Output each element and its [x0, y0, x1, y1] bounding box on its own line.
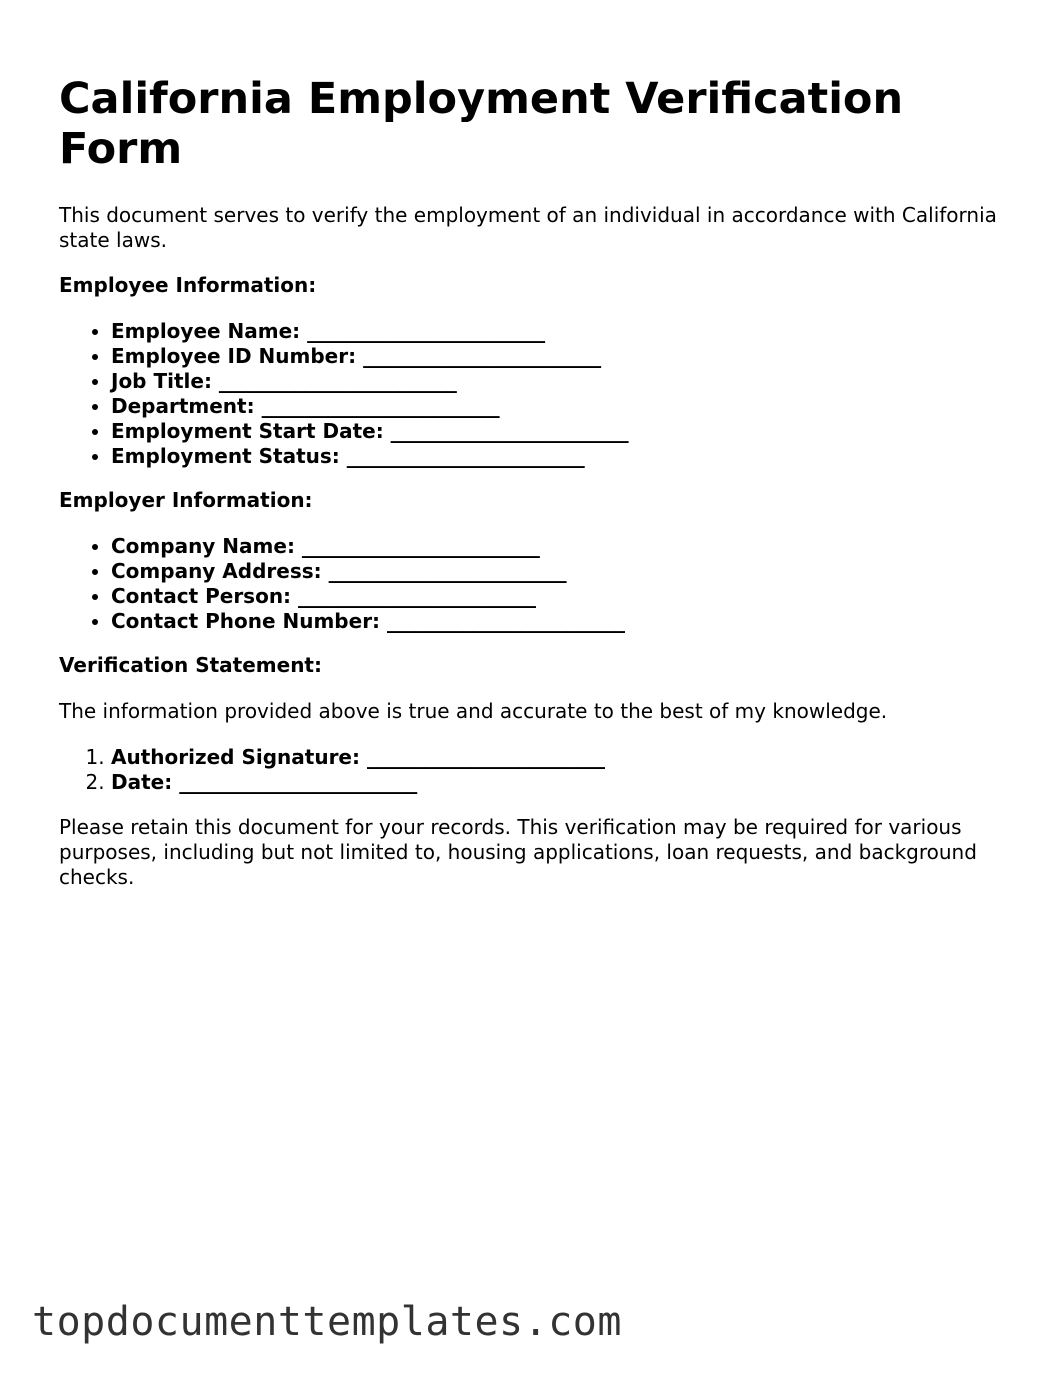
company-name-field[interactable]: • Company Name: _________________________ [111, 534, 1019, 559]
job-title-blank[interactable]: _________________________ [218, 369, 457, 393]
page-title: California Employment Verification Form [59, 74, 904, 174]
intro-paragraph: This document serves to verify the employment of an individual in accordance with California state laws. [59, 203, 997, 252]
authorized-signature-field[interactable]: 1. Authorized Signature: _________________________ [111, 745, 1019, 770]
site-watermark: topdocumenttemplates.com [32, 1299, 622, 1345]
employment-start-date-blank[interactable]: _________________________ [390, 419, 629, 443]
employer-field-list [59, 534, 1019, 634]
signature-field-list [59, 745, 1019, 795]
department-blank[interactable]: _________________________ [261, 394, 500, 418]
employer-section-heading: Employer Information: [59, 488, 313, 512]
employee-name-field[interactable]: • Employee Name: _________________________ [111, 319, 1019, 344]
verification-statement: The information provided above is true and accurate to the best of my knowledge. [59, 699, 888, 723]
job-title-field[interactable]: • Job Title: _________________________ [111, 369, 1019, 394]
closing-paragraph: Please retain this document for your records. This verification may be required for various purposes, including but not limited to, housing applications, loan requests, and background checks. [59, 815, 977, 889]
company-name-blank[interactable]: _________________________ [301, 534, 540, 558]
employee-section-heading: Employee Information: [59, 273, 317, 297]
date-field[interactable]: 2. Date: _________________________ [111, 770, 1019, 795]
employee-id-field[interactable]: • Employee ID Number: _________________________ [111, 344, 1019, 369]
contact-person-blank[interactable]: _________________________ [298, 584, 536, 608]
employment-start-date-field[interactable]: • Employment Start Date: _________________________ [111, 419, 1019, 444]
company-address-field[interactable]: • Company Address: _________________________ [111, 559, 1019, 584]
company-address-blank[interactable]: _________________________ [328, 559, 567, 583]
employee-id-blank[interactable]: _________________________ [363, 344, 601, 368]
contact-phone-blank[interactable]: _________________________ [387, 609, 625, 633]
contact-phone-field[interactable]: • Contact Phone Number: _________________________ [111, 609, 1019, 634]
employee-field-list [59, 319, 1019, 469]
employment-status-blank[interactable]: _________________________ [346, 444, 585, 468]
department-field[interactable]: • Department: _________________________ [111, 394, 1019, 419]
authorized-signature-blank[interactable]: _________________________ [366, 745, 605, 769]
verification-section-heading: Verification Statement: [59, 653, 322, 677]
contact-person-field[interactable]: • Contact Person: _________________________ [111, 584, 1019, 609]
employment-status-field[interactable]: • Employment Status: _________________________ [111, 444, 1019, 469]
employee-name-blank[interactable]: _________________________ [307, 319, 545, 343]
date-blank[interactable]: _________________________ [179, 770, 417, 794]
